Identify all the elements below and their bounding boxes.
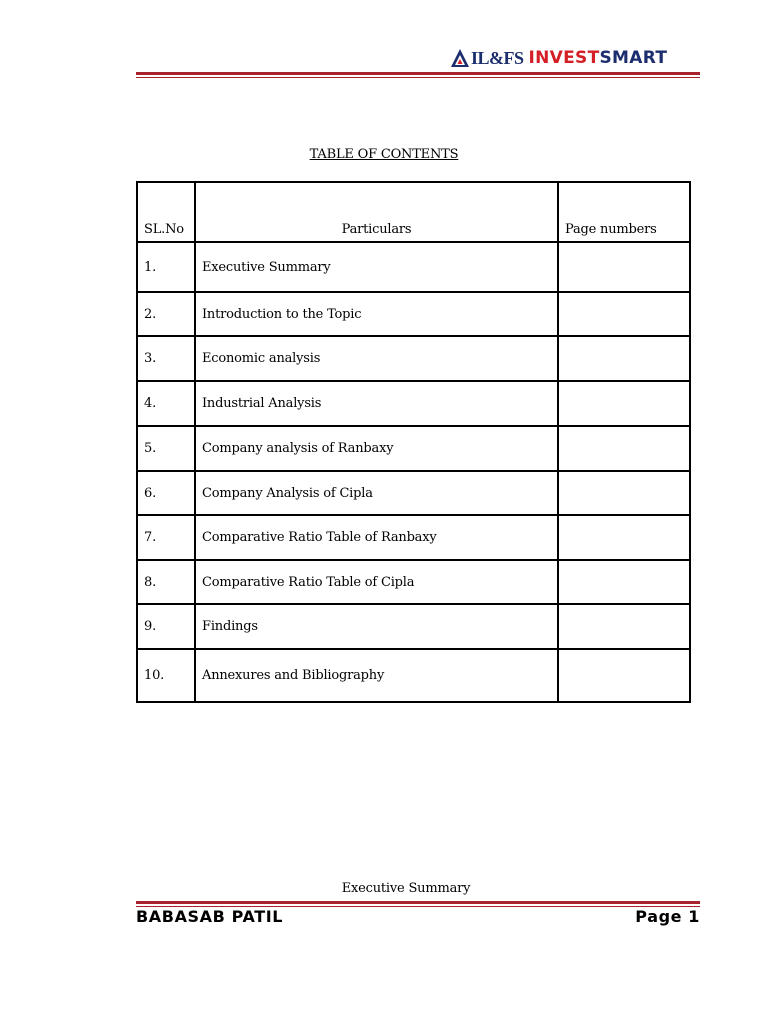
- row-particular: Company analysis of Ranbaxy: [195, 426, 558, 471]
- row-particular: Comparative Ratio Table of Ranbaxy: [195, 515, 558, 560]
- row-number: 9.: [137, 604, 195, 649]
- col-header-page-numbers: Page numbers: [558, 182, 690, 242]
- row-particular: Comparative Ratio Table of Cipla: [195, 560, 558, 604]
- row-number: 6.: [137, 471, 195, 515]
- table-row: [137, 515, 690, 560]
- table-row: [137, 560, 690, 604]
- toc-table: [136, 181, 691, 703]
- row-number: 2.: [137, 292, 195, 336]
- logo-ilfs-text: IL&FS: [471, 47, 524, 68]
- row-number: 4.: [137, 381, 195, 426]
- table-row: [137, 381, 690, 426]
- row-page: [558, 560, 690, 604]
- row-number: 5.: [137, 426, 195, 471]
- row-number: 1.: [137, 242, 195, 292]
- col-header-particulars: Particulars: [195, 182, 558, 242]
- row-particular: Annexures and Bibliography: [195, 649, 558, 702]
- row-page: [558, 515, 690, 560]
- header-rule: [136, 72, 700, 78]
- row-page: [558, 471, 690, 515]
- row-page: [558, 604, 690, 649]
- footer-author: BABASAB PATIL: [136, 907, 284, 926]
- row-number: 8.: [137, 560, 195, 604]
- row-page: [558, 649, 690, 702]
- row-page: [558, 336, 690, 381]
- col-header-slno: SL.No: [137, 182, 195, 242]
- row-page: [558, 426, 690, 471]
- row-particular: Introduction to the Topic: [195, 292, 558, 336]
- row-page: [558, 242, 690, 292]
- row-particular: Economic analysis: [195, 336, 558, 381]
- table-row: [137, 242, 690, 292]
- table-row: [137, 649, 690, 702]
- row-particular: Company Analysis of Cipla: [195, 471, 558, 515]
- toc-header-row: [137, 182, 690, 242]
- row-page: [558, 381, 690, 426]
- table-row: [137, 426, 690, 471]
- table-row: [137, 604, 690, 649]
- row-number: 7.: [137, 515, 195, 560]
- row-number: 10.: [137, 649, 195, 702]
- table-row: [137, 336, 690, 381]
- row-number: 3.: [137, 336, 195, 381]
- table-row: [137, 471, 690, 515]
- logo-smart-text: SMART: [599, 48, 668, 68]
- row-page: [558, 292, 690, 336]
- row-particular: Industrial Analysis: [195, 381, 558, 426]
- ilfs-triangle-icon: [450, 48, 470, 68]
- footer-page-number: Page 1: [635, 907, 700, 926]
- row-particular: Findings: [195, 604, 558, 649]
- toc-title: TABLE OF CONTENTS: [309, 147, 459, 162]
- table-row: [137, 292, 690, 336]
- row-particular: Executive Summary: [195, 242, 558, 292]
- logo-invest-text: INVEST: [528, 48, 600, 68]
- footer-caption: Executive Summary: [341, 881, 471, 896]
- ilfs-investsmart-logo: [450, 46, 667, 70]
